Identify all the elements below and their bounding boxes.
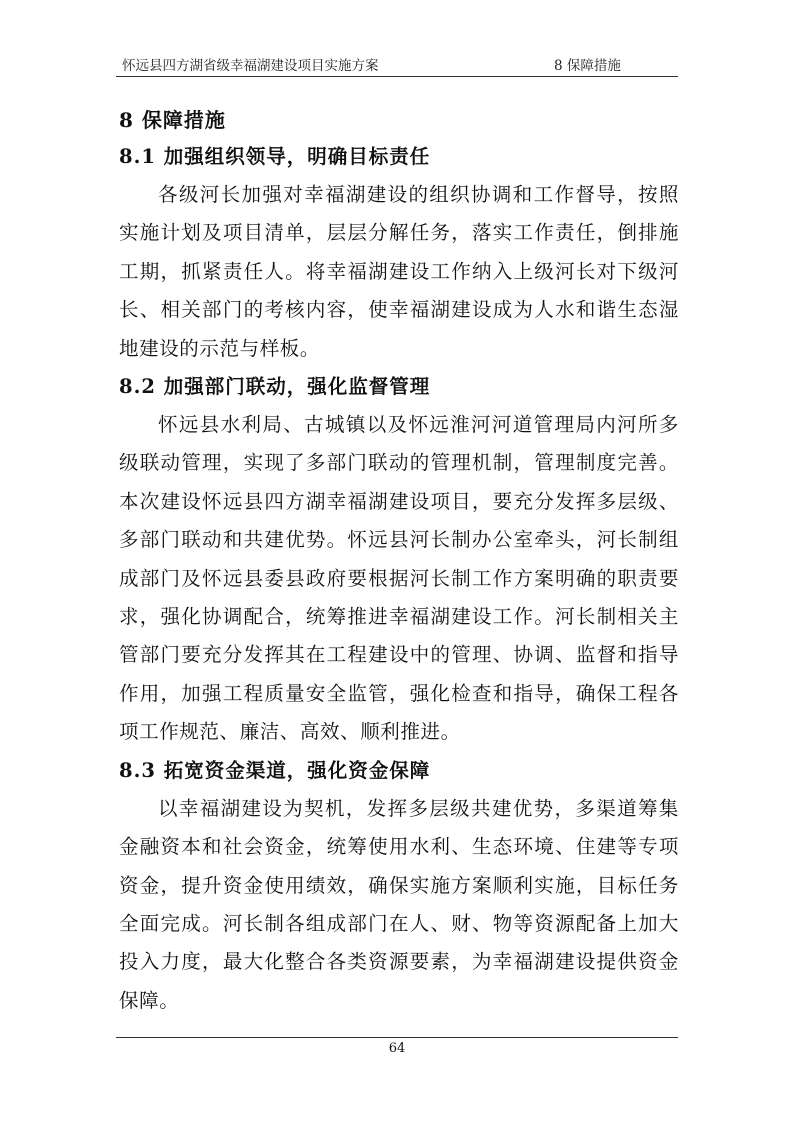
section-paragraph-8-1: 各级河长加强对幸福湖建设的组织协调和工作督导，按照实施计划及项目清单，层层分解任务，落实工作责任，倒排施工期，抓紧责任人。将幸福湖建设工作纳入上级河长对下级河长、相关部门的考核内容，使幸福湖建设成为人水和谐生态湿地建设的示范与样板。 xyxy=(119,183,679,360)
page-body xyxy=(119,102,679,1020)
header-document-title: 怀远县四方湖省级幸福湖建设项目实施方案 xyxy=(122,58,379,74)
chapter-heading: 8 保障措施 xyxy=(119,108,226,132)
section-paragraph-8-2: 怀远县水利局、古城镇以及怀远淮河河道管理局内河所多级联动管理，实现了多部门联动的管理机制，管理制度完善。本次建设怀远县四方湖幸福湖建设项目，要充分发挥多层级、多部门联动和共建优势。怀远县河长制办公室牵头，河长制组成部门及怀远县委县政府要根据河长制工作方案明确的职责要求，强化协调配合，统筹推进幸福湖建设工作。河长制相关主管部门要充分发挥其在工程建设中的管理、协调、监督和指导作用，加强工程质量安全监管，强化检查和指导，确保工程各项工作规范、廉洁、高效、顺利推进。 xyxy=(119,413,679,744)
header-chapter-title: 8 保障措施 xyxy=(554,58,621,74)
page-number: 64 xyxy=(388,1041,406,1056)
section-heading-8-2: 8.2 加强部门联动，强化监督管理 xyxy=(119,375,431,399)
section-heading-8-1: 8.1 加强组织领导，明确目标责任 xyxy=(119,145,431,168)
footer-rule xyxy=(116,1037,678,1038)
section-paragraph-8-3: 以幸福湖建设为契机，发挥多层级共建优势，多渠道筹集金融资本和社会资金，统筹使用水利、生态环境、住建等专项资金，提升资金使用绩效，确保实施方案顺利实施，目标任务全面完成。河长制各组成部门在人、财、物等资源配备上加大投入力度，最大化整合各类资源要素，为幸福湖建设提供资金保障。 xyxy=(119,796,679,1012)
page-header xyxy=(116,52,678,74)
header-rule xyxy=(116,76,678,77)
section-heading-8-3: 8.3 拓宽资金渠道，强化资金保障 xyxy=(119,758,431,782)
